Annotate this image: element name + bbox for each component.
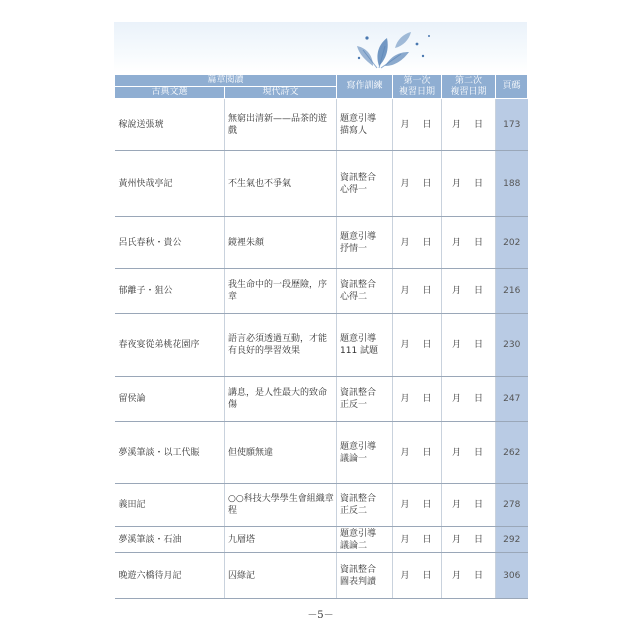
modern-header: 現代詩文 bbox=[225, 87, 337, 99]
review1-header: 第一次 複習日期 bbox=[393, 75, 442, 99]
classic-title-cell: 春夜宴從弟桃花園序 bbox=[115, 314, 225, 377]
training-cell: 資訊整合 心得一 bbox=[337, 151, 393, 217]
reading-group-header: 篇章閱讀 bbox=[115, 75, 337, 87]
modern-title-cell: 不生氣也不爭氣 bbox=[225, 151, 337, 217]
review2-date-cell: 月 日 bbox=[442, 99, 496, 151]
training-cell: 題意引導 議論一 bbox=[337, 422, 393, 484]
toc-table bbox=[114, 74, 528, 599]
modern-title-cell: 鏡裡朱顏 bbox=[225, 217, 337, 269]
review1-date-cell: 月 日 bbox=[393, 269, 442, 314]
classic-title-cell: 郁離子・狙公 bbox=[115, 269, 225, 314]
classic-title-cell: 夢溪筆談・以工代賑 bbox=[115, 422, 225, 484]
review2-date-cell: 月 日 bbox=[442, 527, 496, 553]
review2-date-cell: 月 日 bbox=[442, 151, 496, 217]
review2-date-cell: 月 日 bbox=[442, 484, 496, 527]
page-number-cell: 247 bbox=[496, 377, 528, 422]
table-row bbox=[115, 422, 528, 484]
table-row bbox=[115, 269, 528, 314]
classic-title-cell: 義田記 bbox=[115, 484, 225, 527]
classic-title-cell: 稼說送張琥 bbox=[115, 99, 225, 151]
review1-date-cell: 月 日 bbox=[393, 151, 442, 217]
toc-page bbox=[114, 22, 527, 621]
header-banner bbox=[114, 22, 527, 72]
review2-date-cell: 月 日 bbox=[442, 553, 496, 599]
table-row bbox=[115, 314, 528, 377]
training-cell: 題意引導 描寫人 bbox=[337, 99, 393, 151]
review2-date-cell: 月 日 bbox=[442, 217, 496, 269]
review1-date-cell: 月 日 bbox=[393, 484, 442, 527]
training-cell: 資訊整合 正反一 bbox=[337, 377, 393, 422]
page-number-cell: 306 bbox=[496, 553, 528, 599]
modern-title-cell: 我生命中的一段歷險，序章 bbox=[225, 269, 337, 314]
classic-title-cell: 呂氏春秋・貴公 bbox=[115, 217, 225, 269]
page-number-cell: 202 bbox=[496, 217, 528, 269]
training-cell: 資訊整合 圖表判讀 bbox=[337, 553, 393, 599]
classic-title-cell: 夢溪筆談・石油 bbox=[115, 527, 225, 553]
review1-date-cell: 月 日 bbox=[393, 314, 442, 377]
review1-date-cell: 月 日 bbox=[393, 99, 442, 151]
modern-title-cell: 無窮出清新——品茶的遊戲 bbox=[225, 99, 337, 151]
modern-title-cell: 囚綠記 bbox=[225, 553, 337, 599]
classic-title-cell: 晚遊六橋待月記 bbox=[115, 553, 225, 599]
review2-date-cell: 月 日 bbox=[442, 377, 496, 422]
modern-title-cell: 語言必須透過互動，才能有良好的學習效果 bbox=[225, 314, 337, 377]
review1-date-cell: 月 日 bbox=[393, 527, 442, 553]
table-row bbox=[115, 527, 528, 553]
page-number-cell: 278 bbox=[496, 484, 528, 527]
page-number: －5－ bbox=[307, 610, 334, 621]
classic-header: 古典文選 bbox=[115, 87, 225, 99]
review2-date-cell: 月 日 bbox=[442, 422, 496, 484]
page-number-cell: 262 bbox=[496, 422, 528, 484]
review1-date-cell: 月 日 bbox=[393, 377, 442, 422]
page-number-cell: 216 bbox=[496, 269, 528, 314]
modern-title-cell: 但使願無違 bbox=[225, 422, 337, 484]
table-row bbox=[115, 151, 528, 217]
training-cell: 題意引導 議論二 bbox=[337, 527, 393, 553]
review2-header: 第二次 複習日期 bbox=[442, 75, 496, 99]
table-row bbox=[115, 553, 528, 599]
classic-title-cell: 留侯論 bbox=[115, 377, 225, 422]
page-number-cell: 230 bbox=[496, 314, 528, 377]
training-cell: 題意引導 111 試題 bbox=[337, 314, 393, 377]
review1-date-cell: 月 日 bbox=[393, 217, 442, 269]
review2-date-cell: 月 日 bbox=[442, 269, 496, 314]
page-number-cell: 173 bbox=[496, 99, 528, 151]
training-cell: 資訊整合 心得二 bbox=[337, 269, 393, 314]
training-cell: 題意引導 抒情一 bbox=[337, 217, 393, 269]
review1-date-cell: 月 日 bbox=[393, 553, 442, 599]
leaves-decoration-icon bbox=[339, 26, 449, 70]
training-header: 寫作訓練 bbox=[337, 75, 393, 99]
modern-title-cell: 講息，是人性最大的致命傷 bbox=[225, 377, 337, 422]
table-row bbox=[115, 377, 528, 422]
modern-title-cell: 九層塔 bbox=[225, 527, 337, 553]
table-row bbox=[115, 484, 528, 527]
modern-title-cell: ○○科技大學學生會組織章程 bbox=[225, 484, 337, 527]
review1-date-cell: 月 日 bbox=[393, 422, 442, 484]
page-header: 頁碼 bbox=[496, 75, 528, 99]
table-row bbox=[115, 99, 528, 151]
table-row bbox=[115, 217, 528, 269]
training-cell: 資訊整合 正反二 bbox=[337, 484, 393, 527]
review2-date-cell: 月 日 bbox=[442, 314, 496, 377]
page-number-cell: 188 bbox=[496, 151, 528, 217]
page-number-cell: 292 bbox=[496, 527, 528, 553]
classic-title-cell: 黃州快哉亭記 bbox=[115, 151, 225, 217]
